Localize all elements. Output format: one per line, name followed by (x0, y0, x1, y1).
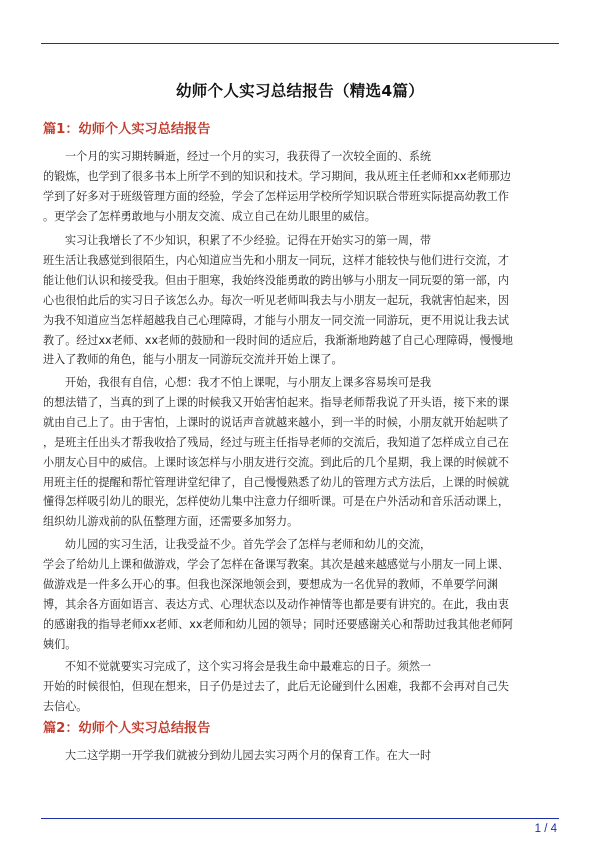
text-line: 学到了好多对于班级管理方面的经验，学会了怎样运用学校所学知识联合带班实际提高幼教工作 (43, 189, 509, 203)
text-line: 大二这学期一开学我们就被分到幼儿园去实习两个月的保育工作。在大一时 (65, 749, 432, 762)
text-line: 就由自己上了。由于害怕，上课时的说话声音就越来越小，到一半的时候，小朋友就开始起哄了 (43, 415, 509, 429)
text-line: 姨们。 (43, 637, 77, 651)
paragraph (43, 657, 559, 717)
footer-divider (41, 818, 559, 819)
document-title: 幼师个人实习总结报告（精选4篇） (175, 82, 425, 100)
text-line: 开始的时候很怕，但现在想来，日子仍是过去了，此后无论碰到什么困难，我都不会再对自己失 (43, 679, 509, 693)
text-line: 做游戏是一件多么开心的事。但我也深深地领会到，要想成为一名优异的教师，不单要学问渊 (43, 577, 498, 591)
header-divider (41, 43, 559, 44)
text-line: 教了。经过xx老师、xx老师的鼓励和一段时间的适应后，我渐渐地跨越了自己心理障碍，慢慢地 (43, 333, 514, 347)
text-line: 的想法错了，当真的到了上课的时候我又开始害怕起来。指导老师帮我说了开头语，接下来的课 (43, 395, 509, 409)
text-line: 进入了教师的角色，能与小朋友一同游玩交流并开始上课了。 (43, 353, 343, 367)
text-line: 为我不知道应当怎样超越我自己心理障碍，才能与小朋友一同交流一同游玩，更不用说让我去试 (43, 313, 509, 327)
text-line: 的感谢我的指导老师xx老师、xx老师和幼儿园的领导；同时还要感谢关心和帮助过我其他老师阿 (43, 617, 514, 631)
text-line: ，是班主任出头才帮我收拾了残局，经过与班主任指导老师的交流后，我知道了怎样成立自己在 (43, 435, 509, 449)
text-line: 的锻炼，也学到了很多书本上所学不到的知识和技术。学习期间，我从班主任老师和xx老师那边 (43, 169, 511, 183)
paragraph (43, 147, 559, 227)
text-line: 组织幼儿游戏前的队伍整理方面，还需要多加努力。 (43, 515, 299, 529)
text-line: 博，其余各方面如语言、表达方式、心理状态以及动作神情等也都是要有讲究的。在此，我由衷 (43, 597, 509, 611)
paragraph (43, 535, 559, 654)
text-line: 能让他们认识和接受我。但由于胆寒，我始终没能勇敢的跨出够与小朋友一同玩耍的第一部，内 (43, 273, 509, 287)
section-heading-1: 篇1：幼师个人实习总结报告 (43, 122, 211, 137)
text-line: 班生活让我感觉到很陌生，内心知道应当先和小朋友一同玩，这样才能较快与他们进行交流，才 (43, 253, 509, 267)
text-line: 学会了给幼儿上课和做游戏，学会了怎样在备课写教案。其次是越来越感觉与小朋友一同上课、 (43, 557, 509, 571)
text-line: 。更学会了怎样勇敢地与小朋友交流、成立自己在幼儿眼里的威信。 (43, 209, 376, 223)
text-line: 小朋友心目中的威信。上课时该怎样与小朋友进行交流。到此后的几个星期，我上课的时候就不 (43, 455, 509, 469)
section-heading-2: 篇2：幼师个人实习总结报告 (43, 721, 211, 736)
text-line: 懂得怎样吸引幼儿的眼光，怎样使幼儿集中注意力仔细听课。可是在户外活动和音乐活动课上， (43, 495, 509, 509)
paragraph (43, 231, 559, 370)
text-line: 幼儿园的实习生活，让我受益不少。首先学会了怎样与老师和幼儿的交流， (65, 538, 432, 551)
text-line: 一个月的实习期转瞬逝，经过一个月的实习，我获得了一次较全面的、系统 (65, 150, 432, 163)
text-line: 去信心。 (43, 699, 88, 713)
page-indicator: 1 / 4 (534, 823, 557, 835)
paragraph (43, 373, 559, 532)
paragraph (43, 746, 559, 766)
text-line: 用班主任的提醒和帮忙管理讲堂纪律了，自己慢慢熟悉了幼儿的管理方式方法后，上课的时候就 (43, 475, 509, 489)
text-line: 心也很怕此后的实习日子该怎么办。每次一听见老师叫我去与小朋友一起玩，我就害怕起来，因 (43, 293, 509, 307)
text-line: 不知不觉就要实习完成了，这个实习将会是我生命中最难忘的日子。须然一 (65, 660, 432, 673)
text-line: 开始，我很有自信，心想：我才不怕上课呢，与小朋友上课多容易埃可是我 (65, 376, 432, 389)
text-line: 实习让我增长了不少知识，积累了不少经验。记得在开始实习的第一周，带 (65, 234, 432, 247)
